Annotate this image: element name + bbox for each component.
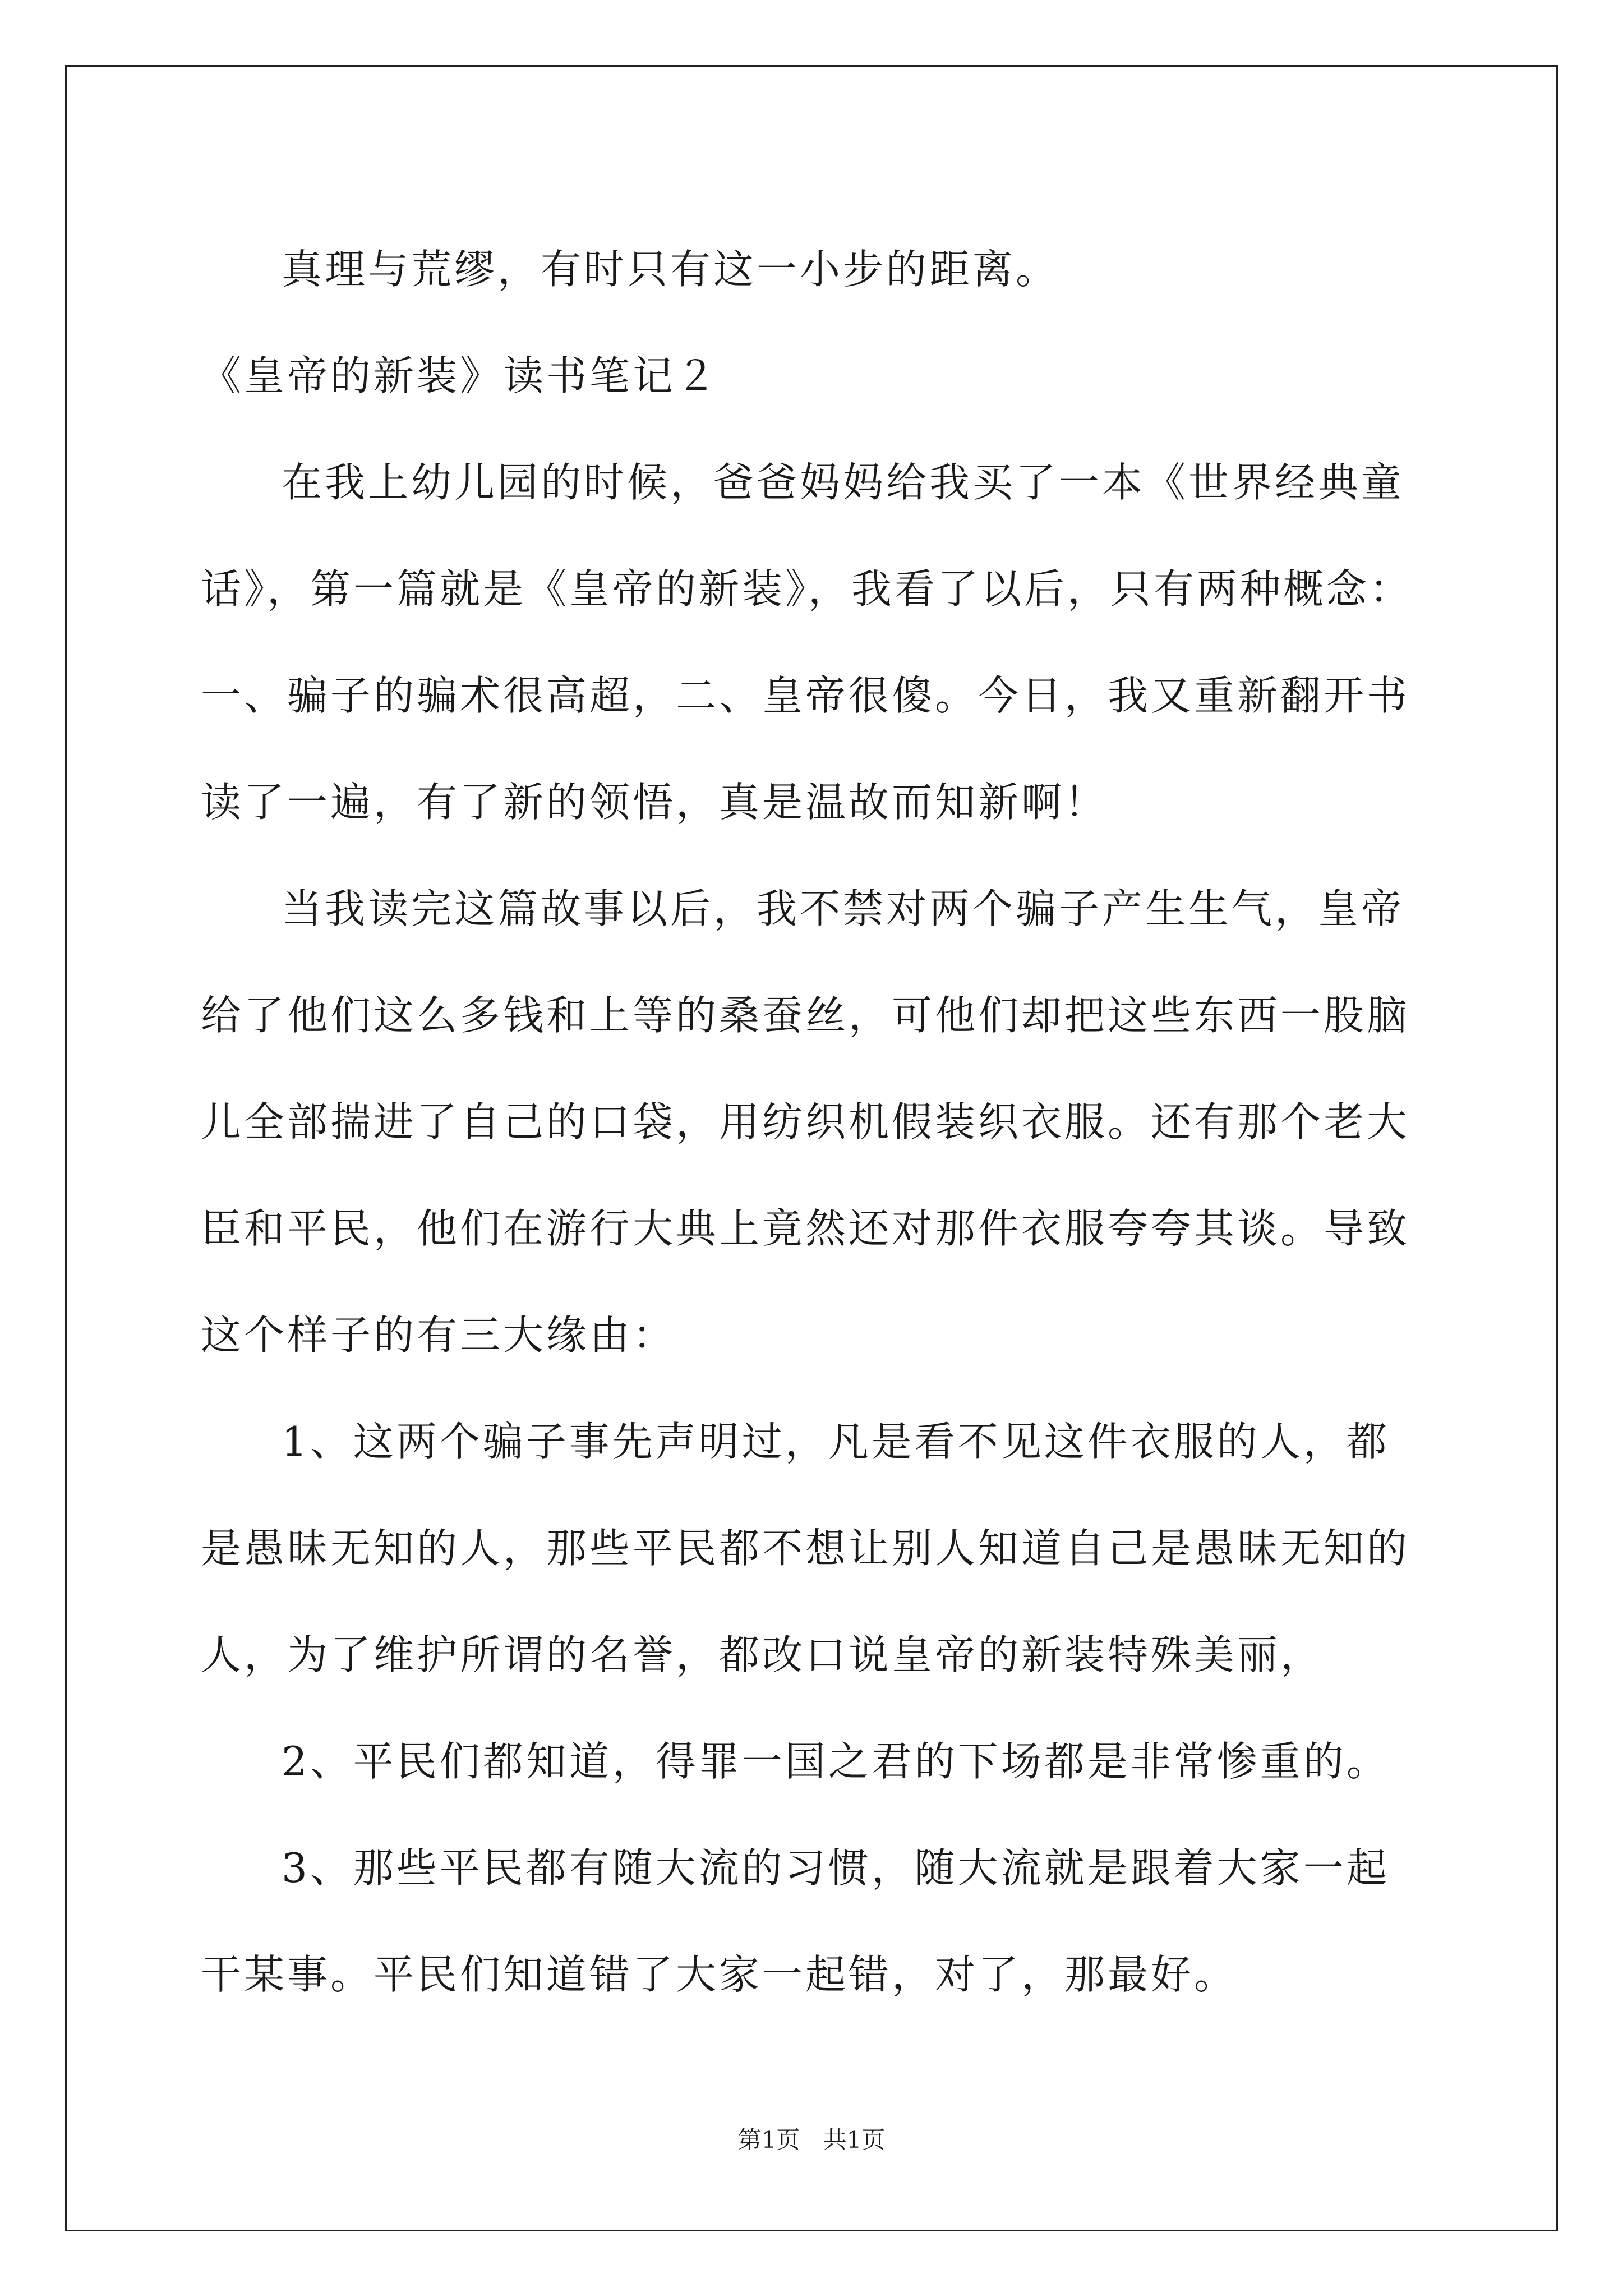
page-number: 第1页 <box>737 2126 800 2154</box>
paragraph-3: 1、这两个骗子事先声明过，凡是看不见这件衣服的人，都是愚昧无知的人，那些平民都不想让别人知道自己是愚昧无知的人，为了维护所谓的名誉，都改口说皇帝的新装特殊美丽， <box>201 1418 1410 1678</box>
paragraph-intro: 真理与荒缪，有时只有这一小步的距离。 <box>282 246 1059 293</box>
paragraph-2: 当我读完这篇故事以后，我不禁对两个骗子产生生气，皇帝给了他们这么多钱和上等的桑蚕丝，可他们却把这些东西一股脑儿全部揣进了自己的口袋，用纺织机假装织衣服。还有那个老大臣和平民，他们在游行大典上竟然还对那件衣服夸夸其谈。导致这个样子的有三大缘由： <box>201 885 1410 1359</box>
document-body <box>201 216 1429 2028</box>
paragraph-1: 在我上幼儿园的时候，爸爸妈妈给我买了一本《世界经典童话》，第一篇就是《皇帝的新装》，我看了以后，只有两种概念：一、骗子的骗术很高超，二、皇帝很傻。今日，我又重新翻开书读了一遍，有了新的领悟，真是温故而知新啊！ <box>201 459 1413 826</box>
paragraph-4: 2、平民们都知道，得罪一国之君的下场都是非常惨重的。 <box>282 1738 1390 1785</box>
page-total: 共1页 <box>823 2126 886 2154</box>
section-heading: 《皇帝的新装》读书笔记２ <box>201 352 720 399</box>
paragraph-5: 3、那些平民都有随大流的习惯，随大流就是跟着大家一起干某事。平民们知道错了大家一起错，对了，那最好。 <box>201 1844 1390 1998</box>
page-footer <box>0 2123 1623 2157</box>
